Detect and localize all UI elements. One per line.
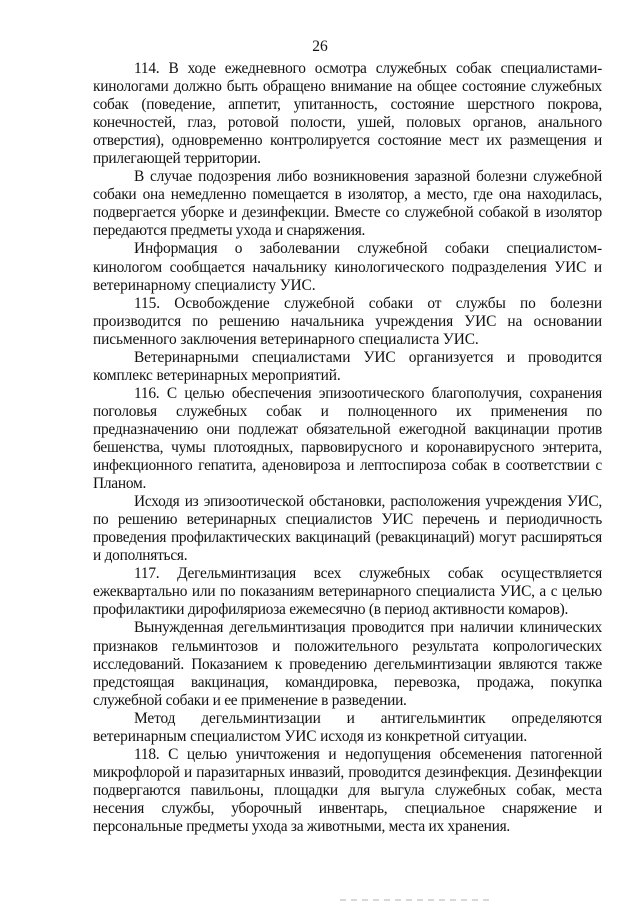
- paragraph-forced-deworming: Вынужденная дегельминтизация проводится при наличии клинических признаков гельминтозов и положительного результата копрологических исследований. Показанием к проведению дегельминтизации являются также предстоящая вакцинация, командировка, перевозка, продажа, покупка служебной собаки и ее применение в разведении.: [93, 619, 602, 709]
- paragraph-116-vaccination: 116. С целью обеспечения эпизоотического благополучия, сохранения поголовья служебных собак и полноценного их применения по предназначению они подлежат обязательной ежегодной вакцинации против бешенства, чумы плотоядных, парвовирусного и коронавирусного энтерита, инфекционного гепатита, аденовироза и лептоспироза собак в соответствии с Планом.: [93, 384, 602, 493]
- paragraph-contagious-disease-isolation: В случае подозрения либо возникновения заразной болезни служебной собаки она немедленно помещается в изолятор, а место, где она находилась, подвергается уборке и дезинфекции. Вместе со служебной собакой в изолятор передаются предметы ухода и снаряжения.: [93, 168, 602, 240]
- page-number: 26: [312, 38, 328, 55]
- document-body: [93, 60, 602, 836]
- paragraph-118-disinfection: 118. С целью уничтожения и недопущения обсеменения патогенной микрофлорой и паразитарных инвазий, проводится дезинфекция. Дезинфекции подвергаются павильоны, площадки для выгула служебных собак, места несения службы, уборочный инвентарь, специальное снаряжение и персональные предметы ухода за животными, места их хранения.: [93, 745, 602, 835]
- paragraph-veterinary-measures: Ветеринарными специалистами УИС организуется и проводится комплекс ветеринарных мероприятий.: [93, 348, 602, 384]
- paragraph-deworming-method: Метод дегельминтизации и антигельминтик определяются ветеринарным специалистом УИС исходя из конкретной ситуации.: [93, 709, 602, 745]
- paragraph-vaccination-expansion: Исходя из эпизоотической обстановки, расположения учреждения УИС, по решению ветеринарных специалистов УИС перечень и периодичность проведения профилактических вакцинаций (ревакцинаций) могут расширяться и дополняться.: [93, 493, 602, 565]
- paragraph-114-dog-inspection: 114. В ходе ежедневного осмотра служебных собак специалистами-кинологами должно быть обращено внимание на общее состояние служебных собак (поведение, аппетит, упитанность, состояние шерстного покрова, конечностей, глаз, ротовой полости, ушей, половых органов, анального отверстия), одновременно контролируется состояние мест их размещения и прилегающей территории.: [93, 60, 602, 168]
- paragraph-115-release-from-service: 115. Освобождение служебной собаки от службы по болезни производится по решению начальника учреждения УИС на основании письменного заключения ветеринарного специалиста УИС.: [93, 294, 602, 348]
- scan-artifact: [340, 899, 490, 901]
- paragraph-117-deworming: 117. Дегельминтизация всех служебных собак осуществляется ежеквартально или по показаниям ветеринарного специалиста УИС, а с целью профилактики дирофиляриоза ежемесячно (в период активности комаров).: [93, 565, 602, 619]
- paragraph-disease-notification: Информация о заболевании служебной собаки специалистом-кинологом сообщается начальнику кинологического подразделения УИС и ветеринарному специалисту УИС.: [93, 240, 602, 294]
